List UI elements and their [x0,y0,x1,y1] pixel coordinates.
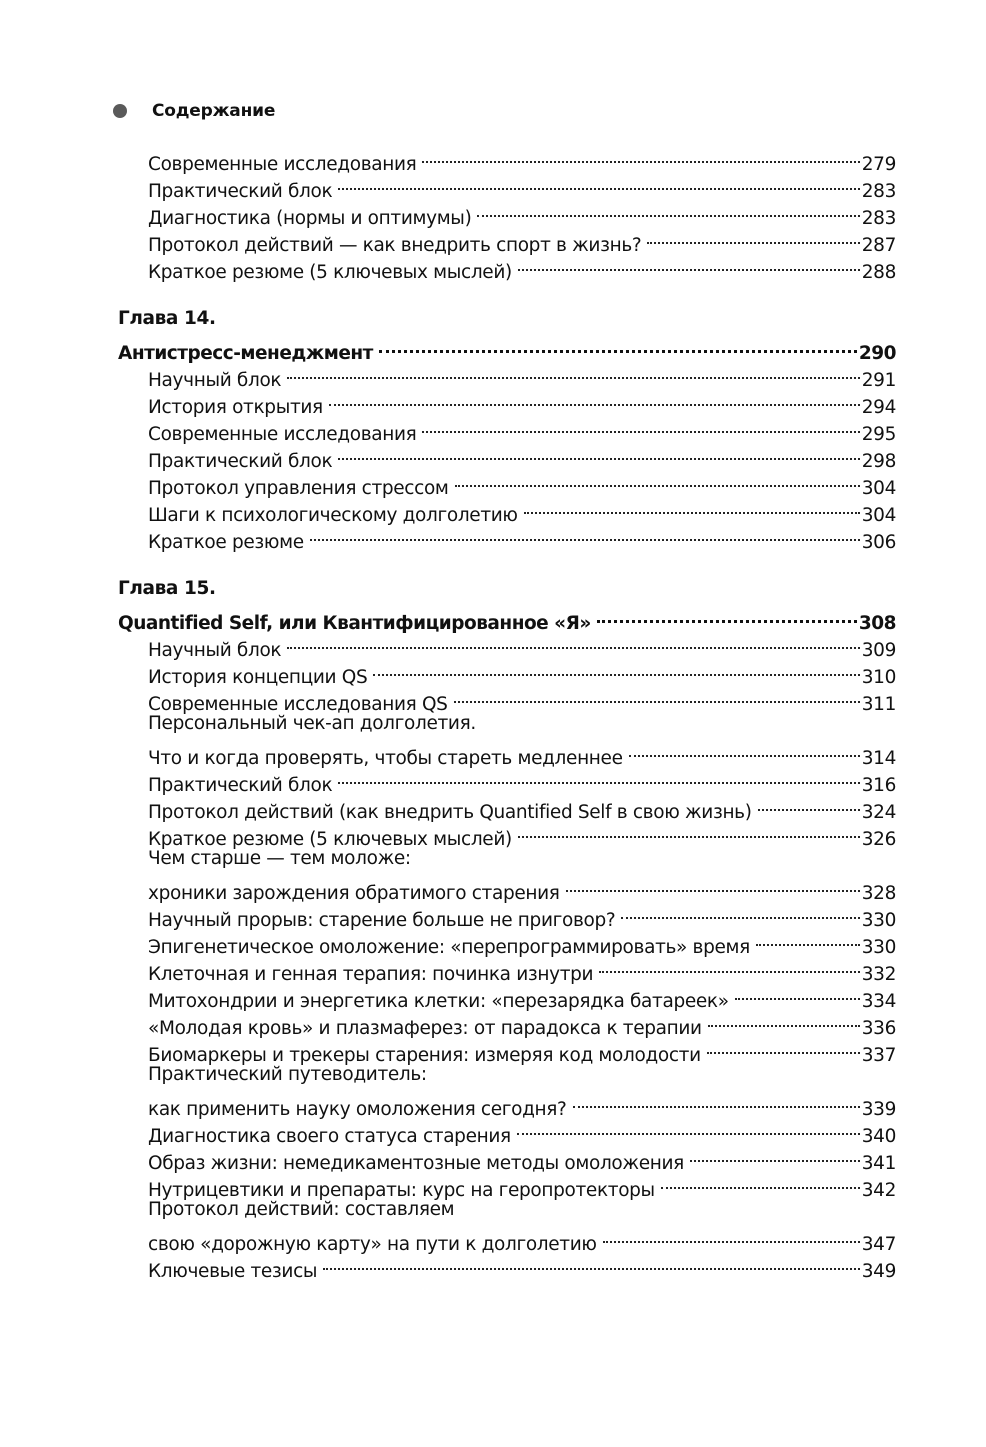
entry-title: Митохондрии и энергетика клетки: «перезарядка батареек» [148,991,729,1012]
entry-page: 279 [861,154,896,175]
entry-title: Что и когда проверять, чтобы стареть медленнее [148,748,623,769]
entry-title: Диагностика (нормы и оптимумы) [148,208,472,229]
toc-entry[interactable] [118,143,896,175]
dot-leader [735,980,860,1007]
entry-page: 334 [861,991,896,1012]
entry-title: Практический блок [148,451,333,472]
entry-title: Протокол действий — как внедрить спорт в жизнь? [148,235,642,256]
chapter-page: 308 [858,613,896,634]
entry-page: 298 [861,451,896,472]
dot-leader [422,143,859,170]
entry-title: Персональный чек-ап долголетия. [148,713,476,734]
dot-leader [329,386,860,413]
entry-page: 324 [861,802,896,823]
entry-title: как применить науку омоложения сегодня? [148,1099,567,1120]
entry-page: 339 [861,1099,896,1120]
entry-page: 295 [861,424,896,445]
entry-page: 316 [861,775,896,796]
entry-page: 349 [861,1261,896,1282]
entry-page: 306 [861,532,896,553]
dot-leader [708,1007,860,1034]
entry-title: Клеточная и генная терапия: починка изнутри [148,964,594,985]
entry-title: свою «дорожную карту» на пути к долголетию [148,1234,597,1255]
entry-page: 310 [861,667,896,688]
entry-page: 288 [861,262,896,283]
toc-entry[interactable] [118,1088,896,1120]
header-title: Содержание [152,101,276,121]
dot-leader [454,683,860,710]
dot-leader [707,1034,860,1061]
toc-entry[interactable] [118,737,896,769]
toc-entry[interactable] [118,1223,896,1255]
dot-leader [690,1142,860,1169]
chapter-15-number: Глава 15. [118,578,216,599]
entry-title: Образ жизни: немедикаментозные методы омоложения [148,1153,684,1174]
dot-leader [379,332,857,359]
dot-leader [629,737,860,764]
entry-page: 347 [861,1234,896,1255]
entry-page: 283 [861,208,896,229]
entry-title: Протокол действий: составляем [148,1199,455,1220]
entry-title: «Молодая кровь» и плазмаферез: от парадокса к терапии [148,1018,702,1039]
dot-leader [477,197,859,224]
entry-title: Нутрицевтики и препараты: курс на геропротекторы [148,1180,655,1201]
table-of-contents [118,143,896,1282]
entry-page: 332 [861,964,896,985]
entry-title: Чем старше — тем моложе: [148,848,411,869]
entry-page: 294 [861,397,896,418]
dot-leader [422,413,859,440]
entry-title: История концепции QS [148,667,368,688]
dot-leader [599,953,860,980]
entry-page: 341 [861,1153,896,1174]
dot-leader [573,1088,860,1115]
entry-title: Краткое резюме (5 ключевых мыслей) [148,829,512,850]
entry-page: 342 [861,1180,896,1201]
entry-title: Практический путеводитель: [148,1064,427,1085]
entry-title: Практический блок [148,775,333,796]
entry-title: Шаги к психологическому долголетию [148,505,518,526]
dot-leader [566,872,860,899]
dot-leader [517,1115,860,1142]
entry-page: 309 [861,640,896,661]
entry-page: 314 [861,748,896,769]
dot-leader [647,224,859,251]
entry-page: 330 [861,937,896,958]
dot-leader [758,791,860,818]
dot-leader [524,494,860,521]
toc-entry-heading[interactable] [118,710,896,737]
entry-title: Протокол действий (как внедрить Quantified Self в свою жизнь) [148,802,752,823]
dot-leader [323,1250,860,1277]
chapter-14-number: Глава 14. [118,308,216,329]
entry-title: Биомаркеры и трекеры старения: измеряя код молодости [148,1045,701,1066]
dot-leader [310,521,860,548]
entry-title: Краткое резюме (5 ключевых мыслей) [148,262,512,283]
entry-title: Практический блок [148,181,333,202]
bullet-icon [113,104,127,118]
dot-leader [603,1223,860,1250]
chapter-14-title[interactable] [118,332,896,364]
entry-title: Краткое резюме [148,532,304,553]
entry-title: Научный прорыв: старение больше не приговор? [148,910,616,931]
dot-leader [338,764,859,791]
dot-leader [373,656,859,683]
entry-title: Современные исследования QS [148,694,448,715]
dot-leader [455,467,860,494]
entry-page: 340 [861,1126,896,1147]
entry-page: 291 [861,370,896,391]
dot-leader [338,170,859,197]
running-header [113,98,275,124]
entry-title: Научный блок [148,370,282,391]
entry-page: 336 [861,1018,896,1039]
dot-leader [287,629,859,656]
chapter-title: Антистресс-менеджмент [118,343,373,364]
dot-leader [518,818,860,845]
entry-page: 283 [861,181,896,202]
entry-title: Современные исследования [148,424,417,445]
chapter-page: 290 [858,343,896,364]
entry-page: 304 [861,505,896,526]
entry-page: 328 [861,883,896,904]
dot-leader [338,440,859,467]
chapter-title: Quantified Self, или Квантифицированное «Я» [118,613,591,634]
dot-leader [661,1169,860,1196]
entry-title: Эпигенетическое омоложение: «перепрограммировать» время [148,937,750,958]
dot-leader [287,359,859,386]
entry-title: хроники зарождения обратимого старения [148,883,560,904]
entry-title: Ключевые тезисы [148,1261,318,1282]
entry-page: 337 [861,1045,896,1066]
dot-leader [756,926,860,953]
entry-page: 330 [861,910,896,931]
entry-title: Диагностика своего статуса старения [148,1126,511,1147]
entry-page: 311 [861,694,896,715]
entry-page: 287 [861,235,896,256]
dot-leader [621,899,859,926]
dot-leader [597,602,857,629]
entry-title: Современные исследования [148,154,417,175]
dot-leader [518,251,860,278]
entry-page: 326 [861,829,896,850]
entry-title: Научный блок [148,640,282,661]
entry-page: 304 [861,478,896,499]
entry-title: История открытия [148,397,323,418]
chapter-15-title[interactable] [118,602,896,634]
entry-title: Протокол управления стрессом [148,478,449,499]
toc-entry[interactable] [118,872,896,904]
